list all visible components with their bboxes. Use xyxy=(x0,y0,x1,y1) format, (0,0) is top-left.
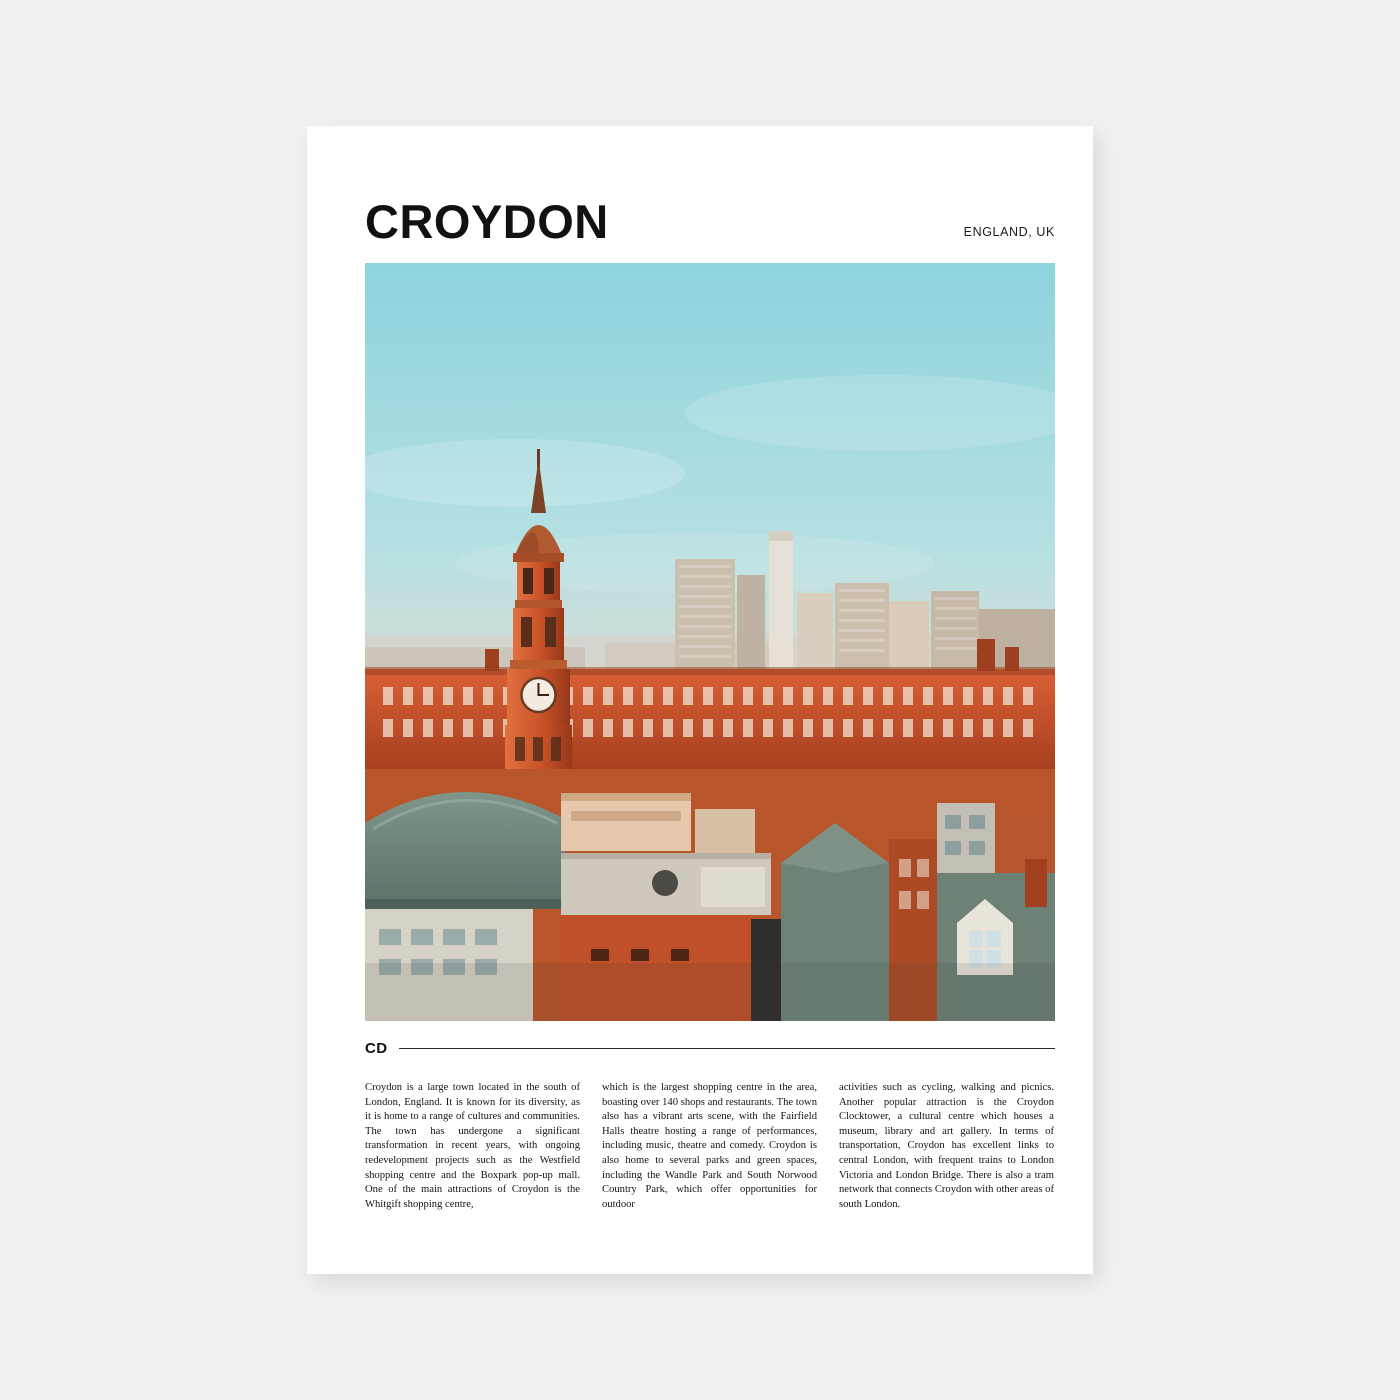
photo-illustration xyxy=(365,263,1055,1021)
poster-code-label: CD xyxy=(365,1039,388,1057)
poster-location-label: ENGLAND, UK xyxy=(963,225,1055,239)
poster-header xyxy=(365,195,1055,254)
horizontal-divider xyxy=(399,1048,1055,1049)
body-column-1: Croydon is a large town located in the south of London, England. It is known for its diversity, as it is home to a range of cultures and communities. The town has undergone a significant transformation in recent years, with ongoing redevelopment projects such as the Westfield shopping centre and the Boxpark pop-up mall. One of the main attractions of Croydon is the Whitgift shopping centre, xyxy=(365,1082,580,1210)
caption-rule-row xyxy=(365,1038,1055,1058)
body-text-columns xyxy=(365,1081,1055,1212)
body-column-3: activities such as cycling, walking and picnics. Another popular attraction is the Croydon Clocktower, a cultural centre which houses a museum, library and art gallery. In terms of transportation, Croydon has excellent links to central London, with frequent trains to London Victoria and London Bridge. There is also a tram network that connects Croydon with other areas of south London. xyxy=(839,1082,1054,1210)
body-column-2: which is the largest shopping centre in the area, boasting over 140 shops and restaurants. The town also has a vibrant arts scene, with the Fairfield Halls theatre hosting a range of performances, including music, theatre and comedy. Croydon is also home to several parks and green spaces, including the Wandle Park and South Norwood Country Park, which offer opportunities for outdoor xyxy=(602,1082,817,1210)
page-title: CROYDON xyxy=(365,195,609,248)
croydon-skyline-clocktower-photo xyxy=(365,263,1055,1021)
travel-poster xyxy=(307,126,1093,1274)
